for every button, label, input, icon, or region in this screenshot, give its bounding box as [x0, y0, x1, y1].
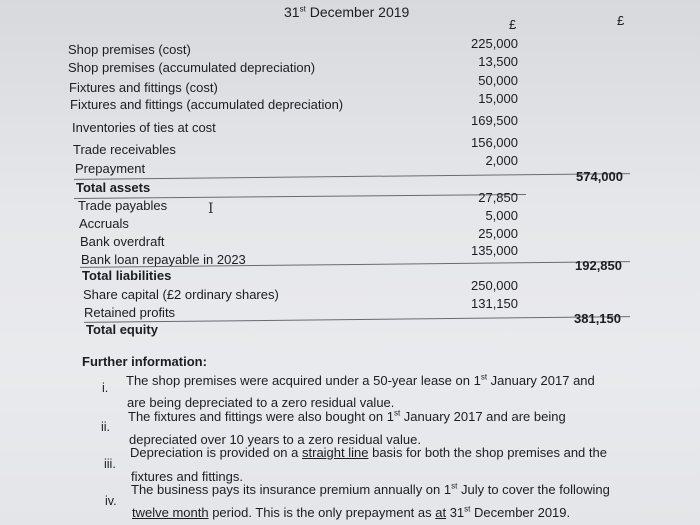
total-assets-label: Total assets: [76, 180, 151, 195]
note-line: The business pays its insurance premium annually on 1st July to cover the following: [131, 481, 610, 497]
statement-date-title: 31st December 2019: [284, 4, 410, 20]
asset-amount: 225,000: [471, 36, 518, 51]
liability-label: Bank loan repayable in 2023: [81, 252, 246, 267]
asset-label: Trade receivables: [73, 142, 176, 157]
note-numeral: iii.: [104, 457, 116, 471]
total-equity-amount: 381,150: [574, 311, 621, 326]
note-numeral: iv.: [105, 494, 117, 508]
equity-amount: 250,000: [471, 278, 518, 293]
asset-amount: 15,000: [478, 91, 518, 106]
liability-amount: 25,000: [478, 226, 518, 241]
currency-header-col1: £: [509, 17, 517, 32]
note-line: fixtures and fittings.: [131, 469, 243, 484]
asset-amount: 13,500: [478, 54, 518, 69]
text-cursor-icon: I: [208, 201, 214, 217]
asset-label: Fixtures and fittings (accumulated depreciation): [70, 97, 344, 112]
note-numeral: i.: [102, 381, 109, 395]
asset-label: Shop premises (accumulated depreciation): [68, 60, 316, 75]
currency-header-col2: £: [617, 13, 625, 28]
total-liabilities-amount: 192,850: [575, 258, 622, 273]
asset-label: Fixtures and fittings (cost): [69, 80, 218, 95]
total-assets-amount: 574,000: [576, 169, 623, 184]
note-line: are being depreciated to a zero residual value.: [127, 395, 395, 410]
asset-amount: 50,000: [478, 73, 518, 88]
asset-amount: 2,000: [485, 153, 518, 168]
liability-label: Accruals: [79, 216, 129, 231]
note-line: Depreciation is provided on a straight line basis for both the shop premises and the: [130, 445, 607, 460]
total-liabilities-label: Total liabilities: [82, 268, 172, 283]
asset-label: Inventories of ties at cost: [72, 120, 216, 135]
equity-label: Retained profits: [84, 305, 176, 320]
equity-label: Share capital (£2 ordinary shares): [83, 287, 279, 302]
liability-amount: 27,850: [478, 190, 518, 205]
asset-label: Prepayment: [75, 161, 146, 176]
liability-label: Bank overdraft: [80, 234, 165, 249]
equity-amount: 131,150: [471, 296, 518, 311]
liability-label: Trade payables: [78, 198, 168, 213]
asset-amount: 156,000: [471, 135, 518, 150]
note-line: The shop premises were acquired under a 50-year lease on 1st January 2017 and: [126, 372, 595, 388]
note-line: twelve month period. This is the only prepayment as at 31st December 2019.: [132, 504, 571, 520]
liability-amount: 5,000: [485, 208, 518, 223]
liability-amount: 135,000: [471, 243, 518, 258]
further-information-heading: Further information:: [82, 354, 207, 369]
note-line: depreciated over 10 years to a zero residual value.: [129, 432, 421, 447]
asset-amount: 169,500: [471, 113, 518, 128]
note-numeral: ii.: [101, 420, 111, 434]
total-equity-label: Total equity: [86, 322, 158, 337]
asset-label: Shop premises (cost): [68, 42, 191, 57]
note-line: The fixtures and fittings were also bought on 1st January 2017 and are being: [128, 408, 566, 424]
